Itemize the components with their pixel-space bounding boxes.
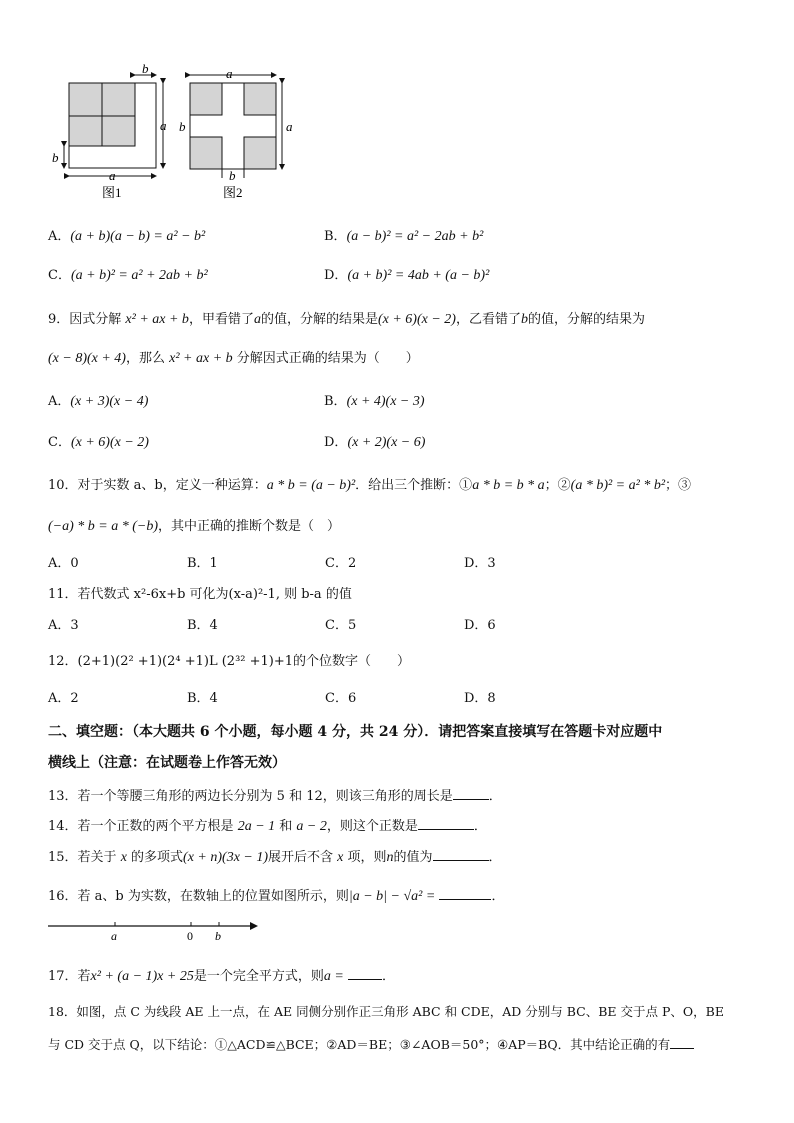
q8-option-c[interactable]: C．(a + b)² = a² + 2ab + b²	[48, 268, 208, 283]
numberline-label-b: b	[215, 929, 221, 943]
q10-stem-line2: (−a) * b = a * (−b)，其中正确的推断个数是（ ）	[48, 519, 341, 534]
q8-option-d[interactable]: D．(a + b)² = 4ab + (a − b)²	[324, 268, 490, 283]
fig1-label-a-bottom: a	[109, 168, 116, 183]
fig2-label-a-right: a	[286, 119, 293, 134]
fig2-label-b-left: b	[179, 119, 186, 134]
q18-stem-line2: 与 CD 交于点 Q，以下结论：①△ACD≌△BCE；②AD＝BE；③∠AOB＝50°；④AP＝BQ．其中结论正确的有	[48, 1034, 694, 1054]
q15-stem: 15．若关于 x 的多项式(x + n)(3x − 1)展开后不含 x 项，则n的值为 ．	[48, 846, 502, 867]
fig1-caption: 图1	[102, 185, 122, 200]
q14-stem: 14．若一个正数的两个平方根是 2a − 1 和 a − 2，则这个正数是 ．	[48, 815, 487, 836]
q11-option-a[interactable]: A．3	[48, 618, 79, 633]
figures-diagram	[40, 62, 310, 202]
q13-answer-blank[interactable]	[453, 785, 489, 800]
q11-option-c[interactable]: C．5	[325, 618, 357, 633]
q10-option-c[interactable]: C．2	[325, 556, 357, 571]
section2-heading-line2: 横线上（注意：在试题卷上作答无效）	[48, 755, 286, 771]
figure-1	[52, 62, 167, 200]
fig1-label-b-left: b	[52, 150, 59, 165]
q12-option-c[interactable]: C．6	[325, 691, 357, 706]
fig1-label-a-right: a	[160, 118, 167, 133]
q12-option-d[interactable]: D．8	[464, 691, 496, 706]
q17-stem: 17．若x² + (a − 1)x + 25是一个完全平方式，则a = ．	[48, 965, 395, 986]
q9-option-a[interactable]: A．(x + 3)(x − 4)	[48, 394, 149, 409]
q10-option-d[interactable]: D．3	[464, 556, 496, 571]
q13-stem: 13．若一个等腰三角形的两边长分别为 5 和 12，则该三角形的周长是 ．	[48, 785, 502, 806]
q12-option-b[interactable]: B．4	[187, 691, 218, 706]
q9-stem-line1: 9．因式分解 x² + ax + b，甲看错了a的值，分解的结果是(x + 6)(x − 2)，乙看错了b的值，分解的结果为	[48, 312, 645, 327]
fig1-label-b-top: b	[142, 62, 149, 76]
q9-stem-line2: (x − 8)(x + 4)，那么 x² + ax + b 分解因式正确的结果为（ ）	[48, 351, 419, 366]
q12-option-a[interactable]: A．2	[48, 691, 79, 706]
q8-option-a[interactable]: A．(a + b)(a − b) = a² − b²	[48, 229, 206, 244]
q9-option-c[interactable]: C．(x + 6)(x − 2)	[48, 435, 149, 450]
section2-heading-line1: 二、填空题：（本大题共 6 个小题，每小题 4 分，共 24 分）．请把答案直接填写在答题卡对应题中	[48, 724, 663, 740]
q18-answer-blank[interactable]	[670, 1034, 694, 1049]
fig2-label-b-bottom: b	[229, 168, 236, 183]
q16-stem: 16．若 a、b 为实数，在数轴上的位置如图所示，则|a − b| − √a² = ．	[48, 885, 504, 906]
q14-answer-blank[interactable]	[418, 815, 474, 830]
q12-stem: 12．(2+1)(2² +1)(2⁴ +1)L (2³² +1)+1的个位数字（ ）	[48, 654, 411, 669]
q10-option-b[interactable]: B．1	[187, 556, 218, 571]
fig2-caption: 图2	[223, 185, 243, 200]
q10-option-a[interactable]: A．0	[48, 556, 79, 571]
q15-answer-blank[interactable]	[433, 846, 489, 861]
q16-answer-blank[interactable]	[439, 885, 491, 900]
q11-option-d[interactable]: D．6	[464, 618, 496, 633]
q10-stem-line1: 10．对于实数 a、b，定义一种运算：a * b = (a − b)²．给出三个推断：①a * b = b * a；②(a * b)² = a² * b²；③	[48, 478, 692, 493]
q18-stem-line1: 18．如图，点 C 为线段 AE 上一点，在 AE 同侧分别作正三角形 ABC 和 CDE，AD 分别与 BC、BE 交于点 P、O，BE	[48, 1004, 724, 1019]
q8-option-b[interactable]: B．(a − b)² = a² − 2ab + b²	[324, 229, 484, 244]
fig2-label-a-top: a	[226, 66, 233, 81]
q17-answer-blank[interactable]	[348, 965, 382, 980]
numberline-label-a: a	[111, 929, 117, 943]
q9-option-b[interactable]: B．(x + 4)(x − 3)	[324, 394, 425, 409]
numberline-label-0: 0	[187, 929, 193, 943]
q11-stem: 11．若代数式 x²-6x+b 可化为(x-a)²-1, 则 b-a 的值	[48, 587, 352, 602]
q11-option-b[interactable]: B．4	[187, 618, 218, 633]
number-line	[44, 916, 264, 946]
figure-2	[179, 66, 293, 200]
q9-option-d[interactable]: D．(x + 2)(x − 6)	[324, 435, 426, 450]
